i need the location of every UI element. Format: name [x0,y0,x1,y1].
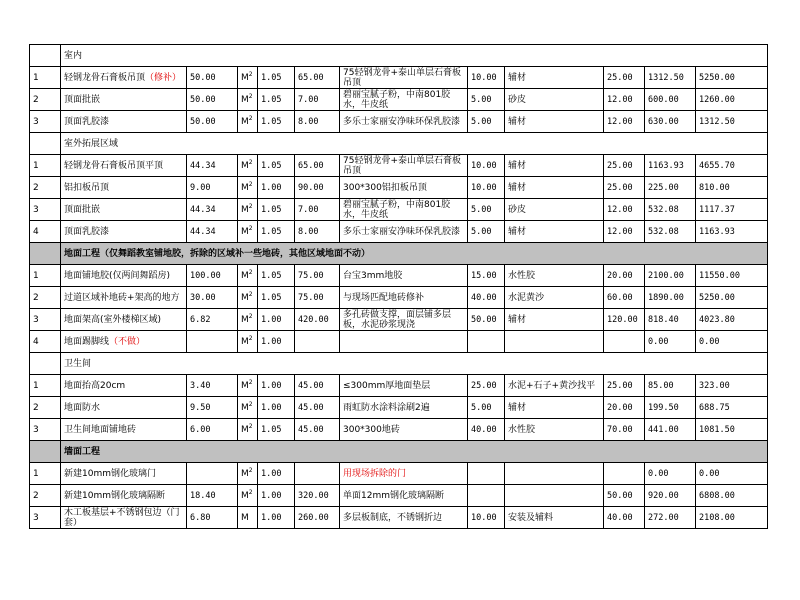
unit-cell[interactable] [238,485,258,507]
line-item-row [30,485,768,507]
row-number-cell[interactable]: 1 [30,375,61,397]
item-name-cell[interactable] [61,397,187,419]
unit-superscript: 2 [248,400,253,408]
row-number-cell[interactable]: 1 [30,67,61,89]
row-number-cell[interactable] [30,133,61,155]
auxiliary-material-cell[interactable]: 辅材 [505,309,604,331]
unit-superscript: 2 [248,202,253,210]
row-number-cell[interactable]: 2 [30,485,61,507]
subtotal-cell[interactable]: 225.00 [645,177,696,199]
unit-base: M [241,380,249,391]
line-item-row [30,89,768,111]
material-cell[interactable]: 多孔砖做支撑，面层铺多层板，水泥砂浆现浇 [340,309,468,331]
subtotal-cell[interactable]: 630.00 [645,111,696,133]
subtotal-cell[interactable]: 1163.93 [645,155,696,177]
unit-base: M [241,336,249,347]
row-number-cell[interactable] [30,353,61,375]
item-name: 轻钢龙骨石膏板吊顶平顶 [64,160,164,171]
material-cell[interactable] [340,331,468,353]
material-price-cell[interactable] [468,331,505,353]
unit-base: M [241,226,249,237]
item-name: 地面踢脚线 [64,336,110,347]
material-price-cell[interactable]: 5.00 [468,397,505,419]
loss-factor-cell[interactable]: 1.05 [258,155,295,177]
total-cell[interactable]: 1117.37 [696,199,768,221]
subtotal-cell[interactable]: 600.00 [645,89,696,111]
auxiliary-material-cell[interactable]: 辅材 [505,155,604,177]
unit-base: M [241,270,249,281]
unit-price-cell[interactable]: 45.00 [295,375,340,397]
labor-price-cell[interactable]: 12.00 [604,199,645,221]
line-item-row [30,287,768,309]
item-name-cell[interactable] [61,67,187,89]
category-header-row [30,243,768,265]
unit-cell[interactable] [238,507,258,529]
item-name-cell[interactable] [61,89,187,111]
item-name: 地面抬高20cm [64,380,126,391]
item-name: 顶面批嵌 [64,204,101,215]
material-cell[interactable]: 多层板制底，不锈钢折边 [340,507,468,529]
material-price-cell[interactable]: 15.00 [468,265,505,287]
material-cell[interactable]: ≤300mm厚地面垫层 [340,375,468,397]
labor-price-cell[interactable]: 120.00 [604,309,645,331]
unit-superscript: 2 [248,312,253,320]
line-item-row [30,463,768,485]
quantity-cell[interactable]: 100.00 [187,265,238,287]
labor-price-cell[interactable] [604,331,645,353]
auxiliary-material-cell[interactable]: 水泥黄沙 [505,287,604,309]
row-number-cell[interactable] [30,441,61,463]
unit-price-cell[interactable]: 260.00 [295,507,340,529]
line-item-row [30,155,768,177]
row-number-cell[interactable] [30,45,61,67]
total-cell[interactable]: 810.00 [696,177,768,199]
subtotal-cell[interactable]: 0.00 [645,463,696,485]
row-number-cell[interactable]: 2 [30,89,61,111]
material-cell[interactable]: 300*300铝扣板吊顶 [340,177,468,199]
row-number-cell[interactable]: 2 [30,287,61,309]
subtotal-cell[interactable]: 199.50 [645,397,696,419]
quantity-cell[interactable]: 6.00 [187,419,238,441]
loss-factor-cell[interactable]: 1.05 [258,221,295,243]
quantity-cell[interactable]: 50.00 [187,111,238,133]
unit-price-cell[interactable]: 7.00 [295,89,340,111]
subtotal-cell[interactable]: 85.00 [645,375,696,397]
unit-superscript: 2 [248,114,253,122]
unit-superscript: 2 [248,224,253,232]
material-price-cell[interactable]: 5.00 [468,221,505,243]
row-number-cell[interactable]: 1 [30,463,61,485]
total-cell[interactable]: 6808.00 [696,485,768,507]
item-name: 新建10mm钢化玻璃隔断 [64,490,165,501]
unit-superscript: 2 [248,488,253,496]
item-name: 顶面乳胶漆 [64,226,110,237]
total-cell[interactable]: 0.00 [696,463,768,485]
auxiliary-material-cell[interactable]: 水性胶 [505,419,604,441]
unit-base: M [241,292,249,303]
total-cell[interactable]: 1081.50 [696,419,768,441]
quantity-cell[interactable]: 3.40 [187,375,238,397]
loss-factor-cell[interactable]: 1.00 [258,375,295,397]
loss-factor-cell[interactable]: 1.00 [258,463,295,485]
auxiliary-material-cell[interactable] [505,485,604,507]
material-price-cell[interactable] [468,485,505,507]
row-number-cell[interactable]: 4 [30,221,61,243]
item-name-cell[interactable] [61,331,187,353]
unit-price-cell[interactable]: 320.00 [295,485,340,507]
auxiliary-material-cell[interactable]: 辅材 [505,397,604,419]
quotation-table-body [30,45,768,529]
loss-factor-cell[interactable]: 1.00 [258,177,295,199]
unit-superscript: 2 [248,92,253,100]
total-cell[interactable]: 323.00 [696,375,768,397]
unit-price-cell[interactable]: 75.00 [295,287,340,309]
unit-cell[interactable] [238,89,258,111]
unit-superscript: 2 [248,70,253,78]
loss-factor-cell[interactable]: 1.05 [258,265,295,287]
material-price-cell[interactable] [468,463,505,485]
section-title-cell[interactable]: 卫生间 [61,353,768,375]
material-price-cell[interactable]: 25.00 [468,375,505,397]
total-cell[interactable]: 1163.93 [696,221,768,243]
unit-base: M [241,490,249,501]
loss-factor-cell[interactable]: 1.05 [258,111,295,133]
material-price-cell[interactable]: 40.00 [468,419,505,441]
line-item-row [30,265,768,287]
quantity-cell[interactable]: 50.00 [187,67,238,89]
row-number-cell[interactable]: 3 [30,309,61,331]
labor-price-cell[interactable]: 20.00 [604,397,645,419]
unit-cell[interactable] [238,331,258,353]
quantity-cell[interactable]: 44.34 [187,155,238,177]
material-cell[interactable]: 单面12mm钢化玻璃隔断 [340,485,468,507]
item-name-cell[interactable] [61,485,187,507]
unit-price-cell[interactable]: 65.00 [295,155,340,177]
unit-cell[interactable] [238,199,258,221]
material-price-cell[interactable]: 5.00 [468,111,505,133]
labor-price-cell[interactable]: 25.00 [604,67,645,89]
item-name: 地面防水 [64,402,101,413]
unit-base: M [241,182,249,193]
unit-price-cell[interactable]: 90.00 [295,177,340,199]
section-title-cell[interactable]: 墙面工程 [61,441,768,463]
auxiliary-material-cell[interactable]: 水性胶 [505,265,604,287]
row-number-cell[interactable]: 1 [30,265,61,287]
line-item-row [30,375,768,397]
quantity-cell[interactable]: 44.34 [187,199,238,221]
item-name-cell[interactable] [61,221,187,243]
unit-cell[interactable] [238,397,258,419]
unit-cell[interactable] [238,155,258,177]
line-item-row [30,331,768,353]
row-number-cell[interactable]: 3 [30,419,61,441]
loss-factor-cell[interactable]: 1.05 [258,287,295,309]
unit-base: M [241,116,249,127]
material-cell[interactable]: 碧丽宝腻子粉，中南801胶水，牛皮纸 [340,199,468,221]
section-title-cell[interactable]: 室内 [61,45,768,67]
auxiliary-material-cell[interactable] [505,463,604,485]
subtotal-cell[interactable]: 2100.00 [645,265,696,287]
line-item-row [30,67,768,89]
item-name-note: （修补） [145,72,182,83]
quantity-cell[interactable]: 30.00 [187,287,238,309]
item-name: 地面架高 [64,314,101,325]
row-number-cell[interactable]: 2 [30,397,61,419]
loss-factor-cell[interactable]: 1.00 [258,507,295,529]
auxiliary-material-cell[interactable]: 水泥+石子+黄沙找平 [505,375,604,397]
unit-price-cell[interactable]: 8.00 [295,111,340,133]
unit-price-cell[interactable] [295,331,340,353]
item-name-cell[interactable] [61,265,187,287]
item-name-cell[interactable] [61,155,187,177]
auxiliary-material-cell[interactable]: 辅材 [505,177,604,199]
unit-superscript: 2 [248,180,253,188]
total-cell[interactable]: 2108.00 [696,507,768,529]
total-cell[interactable]: 0.00 [696,331,768,353]
unit-cell[interactable] [238,419,258,441]
unit-superscript: 2 [248,290,253,298]
material-price-cell[interactable]: 10.00 [468,177,505,199]
section-header-row [30,133,768,155]
item-name-cell[interactable] [61,309,187,331]
item-name: 顶面批嵌 [64,94,101,105]
labor-price-cell[interactable]: 25.00 [604,177,645,199]
quotation-table [29,44,768,529]
quantity-cell[interactable]: 50.00 [187,89,238,111]
labor-price-cell[interactable]: 20.00 [604,265,645,287]
unit-superscript: 2 [248,268,253,276]
item-name-paren: (仅两间舞蹈房) [109,270,171,281]
auxiliary-material-cell[interactable]: 辅材 [505,111,604,133]
line-item-row [30,111,768,133]
subtotal-cell[interactable]: 532.08 [645,221,696,243]
unit-base: M [241,94,249,105]
quantity-cell[interactable]: 18.40 [187,485,238,507]
line-item-row [30,397,768,419]
subtotal-cell[interactable]: 532.08 [645,199,696,221]
unit-superscript: 2 [248,466,253,474]
unit-cell[interactable] [238,67,258,89]
row-number-cell[interactable]: 3 [30,507,61,529]
line-item-row [30,309,768,331]
unit-base: M [241,72,249,83]
item-name-cell[interactable] [61,375,187,397]
line-item-row [30,221,768,243]
material-cell[interactable]: 用现场拆除的门 [340,463,468,485]
unit-superscript: 2 [248,378,253,386]
unit-superscript: 2 [248,158,253,166]
unit-superscript: 2 [248,422,253,430]
section-header-row [30,353,768,375]
unit-superscript: 2 [248,334,253,342]
material-cell[interactable]: 75轻钢龙骨+泰山单层石膏板吊顶 [340,155,468,177]
material-price-cell[interactable]: 10.00 [468,67,505,89]
item-name: 过道区域补地砖+架高的地方 [64,292,180,303]
total-cell[interactable]: 688.75 [696,397,768,419]
labor-price-cell[interactable]: 50.00 [604,485,645,507]
unit-base: M [241,424,249,435]
auxiliary-material-cell[interactable]: 辅材 [505,67,604,89]
labor-price-cell[interactable]: 25.00 [604,155,645,177]
line-item-row [30,507,768,529]
quantity-cell[interactable] [187,463,238,485]
quantity-cell[interactable]: 9.50 [187,397,238,419]
row-number-cell[interactable] [30,243,61,265]
loss-factor-cell[interactable]: 1.05 [258,67,295,89]
item-name: 木工板基层+不锈钢包边（门套） [64,507,180,528]
unit-cell[interactable] [238,265,258,287]
unit-cell[interactable] [238,375,258,397]
section-header-row [30,45,768,67]
item-name-note: （不做） [109,336,146,347]
subtotal-cell[interactable]: 272.00 [645,507,696,529]
item-name: 地面铺地胶 [64,270,110,281]
row-number-cell[interactable]: 4 [30,331,61,353]
unit-price-cell[interactable]: 7.00 [295,199,340,221]
line-item-row [30,199,768,221]
unit-price-cell[interactable]: 65.00 [295,67,340,89]
item-name: 轻钢龙骨石膏板吊顶 [64,72,146,83]
material-price-cell[interactable]: 40.00 [468,287,505,309]
unit-cell[interactable] [238,221,258,243]
auxiliary-material-cell[interactable]: 砂皮 [505,89,604,111]
subtotal-cell[interactable]: 818.40 [645,309,696,331]
item-name: 顶面乳胶漆 [64,116,110,127]
row-number-cell[interactable]: 1 [30,155,61,177]
labor-price-cell[interactable]: 70.00 [604,419,645,441]
total-cell[interactable]: 4655.70 [696,155,768,177]
loss-factor-cell[interactable]: 1.05 [258,89,295,111]
material-cell[interactable]: 碧丽宝腻子粉，中南801胶水，牛皮纸 [340,89,468,111]
subtotal-cell[interactable]: 1890.00 [645,287,696,309]
auxiliary-material-cell[interactable]: 安装及辅料 [505,507,604,529]
auxiliary-material-cell[interactable] [505,331,604,353]
quantity-cell[interactable]: 44.34 [187,221,238,243]
loss-factor-cell[interactable]: 1.00 [258,485,295,507]
unit-base: M [241,314,249,325]
total-cell[interactable]: 1260.00 [696,89,768,111]
unit-cell[interactable] [238,177,258,199]
item-name-cell[interactable] [61,287,187,309]
labor-price-cell[interactable]: 12.00 [604,221,645,243]
subtotal-cell[interactable]: 1312.50 [645,67,696,89]
material-price-cell[interactable]: 5.00 [468,199,505,221]
subtotal-cell[interactable]: 0.00 [645,331,696,353]
item-name-cell[interactable] [61,199,187,221]
quantity-cell[interactable]: 6.82 [187,309,238,331]
item-name-cell[interactable] [61,177,187,199]
material-cell[interactable]: 与现场匹配地砖修补 [340,287,468,309]
unit-price-cell[interactable]: 45.00 [295,419,340,441]
line-item-row [30,419,768,441]
unit-cell[interactable] [238,111,258,133]
unit-cell[interactable] [238,287,258,309]
subtotal-cell[interactable]: 441.00 [645,419,696,441]
category-header-row [30,441,768,463]
section-title-cell[interactable]: 地面工程（仅舞蹈教室铺地胶，拆除的区域补一些地砖，其他区域地面不动） [61,243,768,265]
unit-price-cell[interactable]: 45.00 [295,397,340,419]
labor-price-cell[interactable]: 12.00 [604,89,645,111]
unit-cell[interactable] [238,309,258,331]
item-name-cell[interactable] [61,419,187,441]
item-name-paren: (室外楼梯区域) [100,314,162,325]
material-price-cell[interactable]: 10.00 [468,155,505,177]
line-item-row [30,177,768,199]
auxiliary-material-cell[interactable]: 砂皮 [505,199,604,221]
unit-price-cell[interactable]: 8.00 [295,221,340,243]
item-name-cell[interactable] [61,507,187,529]
material-cell[interactable]: 75轻钢龙骨+泰山单层石膏板吊顶 [340,67,468,89]
item-name: 铝扣板吊顶 [64,182,110,193]
loss-factor-cell[interactable]: 1.05 [258,199,295,221]
loss-factor-cell[interactable]: 1.00 [258,397,295,419]
item-name: 新建10mm钢化玻璃门 [64,468,156,479]
item-name: 卫生间地面铺地砖 [64,424,137,435]
loss-factor-cell[interactable]: 1.00 [258,331,295,353]
quantity-cell[interactable] [187,331,238,353]
material-price-cell[interactable]: 10.00 [468,507,505,529]
quantity-cell[interactable]: 9.00 [187,177,238,199]
row-number-cell[interactable]: 3 [30,199,61,221]
loss-factor-cell[interactable]: 1.00 [258,309,295,331]
unit-price-cell[interactable] [295,463,340,485]
unit-price-cell[interactable]: 75.00 [295,265,340,287]
subtotal-cell[interactable]: 920.00 [645,485,696,507]
quantity-cell[interactable]: 6.80 [187,507,238,529]
material-cell[interactable]: 雨虹防水涂料涂刷2遍 [340,397,468,419]
total-cell[interactable]: 5250.00 [696,287,768,309]
labor-price-cell[interactable]: 25.00 [604,375,645,397]
section-title-cell[interactable]: 室外拓展区域 [61,133,768,155]
total-cell[interactable]: 4023.80 [696,309,768,331]
unit-base: M [241,204,249,215]
unit-base: M [241,402,249,413]
material-price-cell[interactable]: 50.00 [468,309,505,331]
labor-price-cell[interactable]: 60.00 [604,287,645,309]
total-cell[interactable]: 11550.00 [696,265,768,287]
auxiliary-material-cell[interactable]: 辅材 [505,221,604,243]
row-number-cell[interactable]: 2 [30,177,61,199]
item-name-cell[interactable] [61,463,187,485]
unit-base: M [241,160,249,171]
labor-price-cell[interactable] [604,463,645,485]
unit-base: M [241,512,249,523]
material-cell[interactable]: 300*300地砖 [340,419,468,441]
material-cell[interactable]: 台宝3mm地胶 [340,265,468,287]
unit-base: M [241,468,249,479]
unit-price-cell[interactable]: 420.00 [295,309,340,331]
loss-factor-cell[interactable]: 1.05 [258,419,295,441]
material-cell[interactable]: 多乐士家丽安净味环保乳胶漆 [340,111,468,133]
labor-price-cell[interactable]: 40.00 [604,507,645,529]
labor-price-cell[interactable]: 12.00 [604,111,645,133]
total-cell[interactable]: 5250.00 [696,67,768,89]
material-price-cell[interactable]: 5.00 [468,89,505,111]
material-cell[interactable]: 多乐士家丽安净味环保乳胶漆 [340,221,468,243]
unit-cell[interactable] [238,463,258,485]
item-name-cell[interactable] [61,111,187,133]
total-cell[interactable]: 1312.50 [696,111,768,133]
row-number-cell[interactable]: 3 [30,111,61,133]
